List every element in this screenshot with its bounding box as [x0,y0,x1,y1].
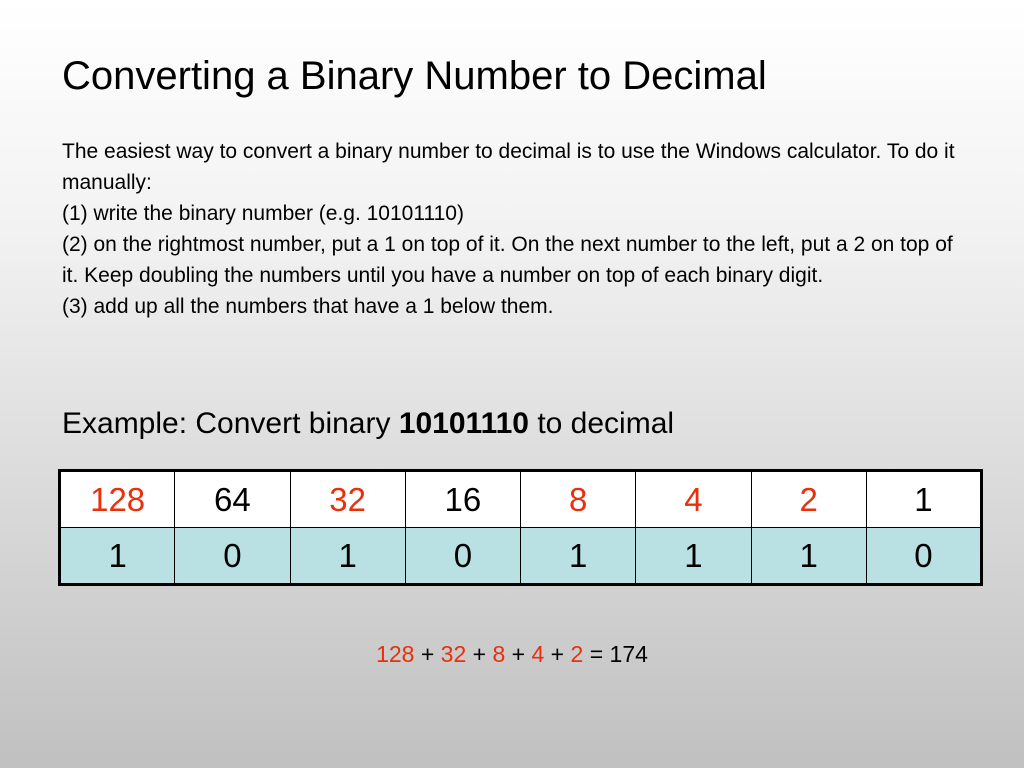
bit-cell: 1 [290,528,405,585]
weight-cell: 128 [60,471,175,528]
bit-cell: 1 [60,528,175,585]
weight-cell: 16 [405,471,520,528]
bit-cell: 0 [175,528,290,585]
weight-cell: 64 [175,471,290,528]
plus-sign: + [466,641,493,667]
step-2: (2) on the rightmost number, put a 1 on top of it. On the next number to the left, put a 2 on top of it. Keep doubling the numbers until you have a number on top of each binary digit. [62,233,953,287]
bit-cell: 1 [751,528,866,585]
step-3: (3) add up all the numbers that have a 1 below them. [62,295,554,318]
example-binary: 10101110 [398,407,529,440]
bit-cell: 1 [521,528,636,585]
binary-conversion-table [58,469,983,586]
bit-cell: 0 [405,528,520,585]
weight-cell: 4 [636,471,751,528]
example-heading [62,404,674,444]
plus-sign: + [505,641,532,667]
slide-title: Converting a Binary Number to Decimal [62,54,767,98]
weight-cell: 1 [866,471,981,528]
sum-term: 128 [376,641,415,667]
sum-term: 32 [440,641,467,667]
instructions [62,136,962,322]
sum-term: 2 [570,641,584,667]
sum-term: 4 [531,641,545,667]
plus-sign: + [544,641,571,667]
place-value-row [60,471,982,528]
weight-cell: 32 [290,471,405,528]
intro-line: The easiest way to convert a binary number to decimal is to use the Windows calculator. To do it manually: [62,140,955,194]
bit-cell: 0 [866,528,981,585]
weight-cell: 2 [751,471,866,528]
binary-digit-row [60,528,982,585]
example-suffix: to decimal [528,407,675,440]
bit-cell: 1 [636,528,751,585]
sum-result: 174 [609,641,648,667]
equals-sign: = [583,641,610,667]
sum-term: 8 [492,641,506,667]
plus-sign: + [414,641,441,667]
sum-equation [0,638,1024,670]
example-prefix: Example: Convert binary [62,407,399,440]
weight-cell: 8 [521,471,636,528]
step-1: (1) write the binary number (e.g. 10101110) [62,202,464,225]
